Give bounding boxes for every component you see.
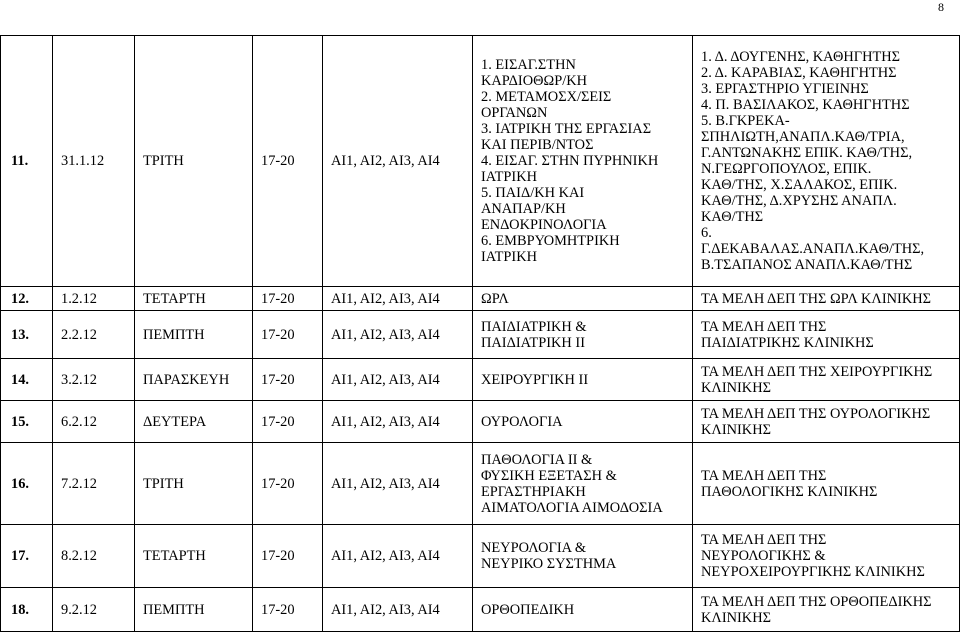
instructor-line: ΚΑΘ/ΤΗΣ, Δ.ΧΡΥΣΗΣ ΑΝΑΠΛ.: [701, 193, 897, 209]
row-time: 17-20: [253, 401, 323, 443]
row-day: ΤΡΙΤΗ: [135, 36, 253, 287]
table-row: [1, 588, 960, 632]
row-day: ΠΕΜΠΤΗ: [135, 311, 253, 359]
row-date: 9.2.12: [53, 588, 135, 632]
instructor-line: ΝΕΥΡΟΧΕΙΡΟΥΡΓΙΚΗΣ ΚΛΙΝΙΚΗΣ: [701, 564, 925, 580]
topic-line: ΙΑΤΡΙΚΗ: [481, 249, 537, 265]
instructor-line: ΠΑΘΟΛΟΓΙΚΗΣ ΚΛΙΝΙΚΗΣ: [701, 483, 878, 500]
row-number: 15.: [1, 401, 53, 443]
row-groups: ΑΙ1, ΑΙ2, ΑΙ3, ΑΙ4: [323, 401, 473, 443]
instructor-line: 2. Δ. ΚΑΡΑΒΙΑΣ, ΚΑΘΗΓΗΤΗΣ: [701, 65, 897, 81]
instructor-line: ΤΑ ΜΕΛΗ ΔΕΠ ΤΗΣ: [701, 532, 827, 548]
instructor-line: ΤΑ ΜΕΛΗ ΔΕΠ ΤΗΣ ΟΡΘΟΠΕΔΙΚΗΣ: [701, 593, 932, 610]
instructor-line: ΚΛΙΝΙΚΗΣ: [701, 379, 771, 396]
row-topics: [473, 359, 693, 401]
instructor-line: ΚΑΘ/ΤΗΣ: [701, 209, 764, 225]
topic-line: ΑΝΑΠΑΡ/ΚΗ: [481, 201, 566, 217]
instructor-line: Γ.ΔΕΚΑΒΑΛΑΣ.ΑΝΑΠΛ.ΚΑΘ/ΤΗΣ,: [701, 241, 925, 257]
row-groups: ΑΙ1, ΑΙ2, ΑΙ3, ΑΙ4: [323, 443, 473, 525]
instructor-line: 6.: [701, 225, 712, 241]
row-date: 6.2.12: [53, 401, 135, 443]
topic-line: ΝΕΥΡΟΛΟΓΙΑ &: [481, 540, 587, 556]
topic-line: ΟΥΡΟΛΟΓΙΑ: [481, 413, 563, 430]
row-topics: [473, 525, 693, 588]
row-day: ΤΕΤΑΡΤΗ: [135, 525, 253, 588]
row-topics: [473, 401, 693, 443]
instructor-line: ΠΑΙΔΙΑΤΡΙΚΗΣ ΚΛΙΝΙΚΗΣ: [701, 334, 874, 351]
row-groups: ΑΙ1, ΑΙ2, ΑΙ3, ΑΙ4: [323, 36, 473, 287]
topic-line: 1. ΕΙΣΑΓ.ΣΤΗΝ: [481, 57, 576, 73]
topic-line: ΠΑΙΔΙΑΤΡΙΚΗ ΙΙ: [481, 334, 585, 351]
row-date: 2.2.12: [53, 311, 135, 359]
topic-line: ΦΥΣΙΚΗ ΕΞΕΤΑΣΗ &: [481, 467, 617, 484]
instructor-line: ΣΠΗΛΙΩΤΗ,ΑΝΑΠΛ.ΚΑΘ/ΤΡΙΑ,: [701, 129, 905, 145]
topic-line: ΚΑΡΔΙΟΘΩΡ/ΚΗ: [481, 73, 587, 89]
table-row: [1, 359, 960, 401]
instructor-line: 5. Β.ΓΚΡΕΚΑ-: [701, 113, 790, 129]
row-number: 18.: [1, 588, 53, 632]
topic-line: 2. ΜΕΤΑΜΟΣΧ/ΣΕΙΣ: [481, 89, 612, 105]
row-day: ΤΕΤΑΡΤΗ: [135, 287, 253, 311]
row-topics: [473, 588, 693, 632]
row-instructors: [693, 443, 960, 525]
topic-line: ΠΑΙΔΙΑΤΡΙΚΗ &: [481, 318, 587, 335]
topic-line: ΩΡΛ: [481, 290, 509, 307]
topic-line: ΑΙΜΑΤΟΛΟΓΙΑ ΑΙΜΟΔΟΣΙΑ: [481, 499, 663, 516]
schedule-table: [0, 35, 960, 632]
instructor-line: ΤΑ ΜΕΛΗ ΔΕΠ ΤΗΣ: [701, 318, 827, 335]
row-groups: ΑΙ1, ΑΙ2, ΑΙ3, ΑΙ4: [323, 311, 473, 359]
row-date: 8.2.12: [53, 525, 135, 588]
topic-line: ΝΕΥΡΙΚΟ ΣΥΣΤΗΜΑ: [481, 556, 617, 572]
row-instructors: [693, 287, 960, 311]
instructor-line: 4. Π. ΒΑΣΙΛΑΚΟΣ, ΚΑΘΗΓΗΤΗΣ: [701, 97, 910, 113]
row-topics: [473, 287, 693, 311]
topic-line: ΕΝΔΟΚΡΙΝΟΛΟΓΙΑ: [481, 217, 607, 233]
row-number: 13.: [1, 311, 53, 359]
instructor-line: Γ.ΑΝΤΩΝΑΚΗΣ ΕΠΙΚ. ΚΑΘ/ΤΗΣ,: [701, 145, 913, 161]
row-day: ΤΡΙΤΗ: [135, 443, 253, 525]
instructor-line: ΤΑ ΜΕΛΗ ΔΕΠ ΤΗΣ ΟΥΡΟΛΟΓΙΚΗΣ: [701, 405, 931, 422]
row-number: 17.: [1, 525, 53, 588]
topic-line: ΚΑΙ ΠΕΡΙΒ/ΝΤΟΣ: [481, 137, 594, 153]
table-row: [1, 525, 960, 588]
topic-line: ΟΡΘΟΠΕΔΙΚΗ: [481, 601, 575, 618]
row-groups: ΑΙ1, ΑΙ2, ΑΙ3, ΑΙ4: [323, 287, 473, 311]
topic-line: 3. ΙΑΤΡΙΚΗ ΤΗΣ ΕΡΓΑΣΙΑΣ: [481, 121, 652, 137]
row-groups: ΑΙ1, ΑΙ2, ΑΙ3, ΑΙ4: [323, 525, 473, 588]
topic-line: ΙΑΤΡΙΚΗ: [481, 169, 537, 185]
row-day: ΔΕΥΤΕΡΑ: [135, 401, 253, 443]
row-instructors: [693, 36, 960, 287]
instructor-line: 1. Δ. ΔΟΥΓΕΝΗΣ, ΚΑΘΗΓΗΤΗΣ: [701, 49, 901, 65]
topic-line: 4. ΕΙΣΑΓ. ΣΤΗΝ ΠΥΡΗΝΙΚΗ: [481, 153, 659, 169]
table-row: [1, 36, 960, 287]
row-time: 17-20: [253, 525, 323, 588]
row-instructors: [693, 588, 960, 632]
row-instructors: [693, 311, 960, 359]
instructor-line: ΚΛΙΝΙΚΗΣ: [701, 421, 771, 438]
row-instructors: [693, 401, 960, 443]
row-day: ΠΑΡΑΣΚΕΥΗ: [135, 359, 253, 401]
row-topics: [473, 311, 693, 359]
row-groups: ΑΙ1, ΑΙ2, ΑΙ3, ΑΙ4: [323, 359, 473, 401]
row-time: 17-20: [253, 359, 323, 401]
topic-line: 5. ΠΑΙΔ/ΚΗ ΚΑΙ: [481, 185, 585, 201]
row-date: 7.2.12: [53, 443, 135, 525]
row-day: ΠΕΜΠΤΗ: [135, 588, 253, 632]
row-instructors: [693, 359, 960, 401]
topic-line: ΧΕΙΡΟΥΡΓΙΚΗ ΙΙ: [481, 371, 589, 388]
instructor-line: ΤΑ ΜΕΛΗ ΔΕΠ ΤΗΣ ΩΡΛ ΚΛΙΝΙΚΗΣ: [701, 290, 931, 307]
row-time: 17-20: [253, 311, 323, 359]
instructor-line: Β.ΤΣΑΠΑΝΟΣ ΑΝΑΠΛ.ΚΑΘ/ΤΗΣ: [701, 257, 913, 273]
row-topics: [473, 443, 693, 525]
table-row: [1, 443, 960, 525]
page-number: 8: [938, 0, 944, 14]
instructor-line: ΚΛΙΝΙΚΗΣ: [701, 609, 771, 626]
row-date: 3.2.12: [53, 359, 135, 401]
instructor-line: ΚΑΘ/ΤΗΣ, Χ.ΣΑΛΑΚΟΣ, ΕΠΙΚ.: [701, 177, 898, 193]
row-time: 17-20: [253, 443, 323, 525]
row-date: 1.2.12: [53, 287, 135, 311]
instructor-line: Ν.ΓΕΩΡΓΟΠΟΥΛΟΣ, ΕΠΙΚ.: [701, 161, 872, 177]
instructor-line: ΝΕΥΡΟΛΟΓΙΚΗΣ &: [701, 548, 826, 564]
row-date: 31.1.12: [53, 36, 135, 287]
table-row: [1, 287, 960, 311]
row-topics: [473, 36, 693, 287]
row-number: 16.: [1, 443, 53, 525]
row-groups: ΑΙ1, ΑΙ2, ΑΙ3, ΑΙ4: [323, 588, 473, 632]
table-row: [1, 311, 960, 359]
topic-line: ΕΡΓΑΣΤΗΡΙΑΚΗ: [481, 483, 586, 500]
row-number: 11.: [1, 36, 53, 287]
topic-line: 6. ΕΜΒΡΥΟΜΗΤΡΙΚΗ: [481, 233, 620, 249]
instructor-line: ΤΑ ΜΕΛΗ ΔΕΠ ΤΗΣ: [701, 467, 827, 484]
row-number: 14.: [1, 359, 53, 401]
row-instructors: [693, 525, 960, 588]
instructor-line: 3. ΕΡΓΑΣΤΗΡΙΟ ΥΓΙΕΙΝΗΣ: [701, 81, 869, 97]
row-time: 17-20: [253, 588, 323, 632]
row-number: 12.: [1, 287, 53, 311]
instructor-line: ΤΑ ΜΕΛΗ ΔΕΠ ΤΗΣ ΧΕΙΡΟΥΡΓΙΚΗΣ: [701, 363, 933, 380]
row-time: 17-20: [253, 287, 323, 311]
table-row: [1, 401, 960, 443]
row-time: 17-20: [253, 36, 323, 287]
topic-line: ΠΑΘΟΛΟΓΙΑ ΙΙ &: [481, 451, 593, 468]
topic-line: ΟΡΓΑΝΩΝ: [481, 105, 548, 121]
